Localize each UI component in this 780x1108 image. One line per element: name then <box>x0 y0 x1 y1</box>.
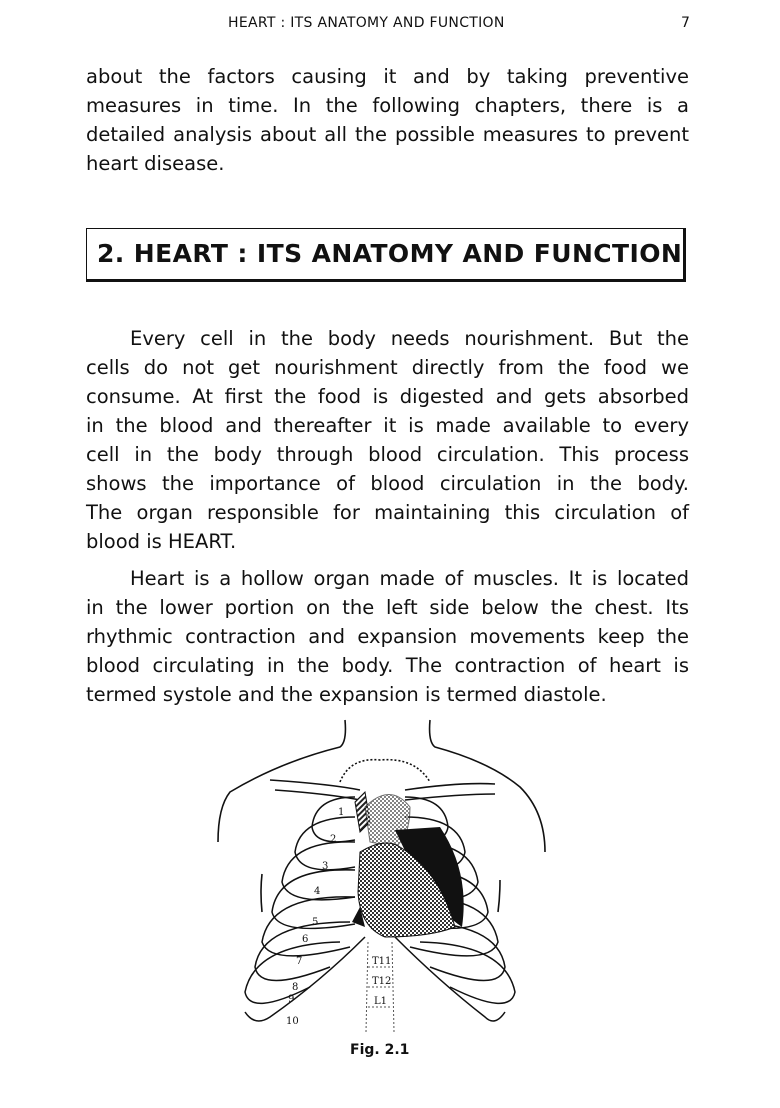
text-line: measures in time. In the following chapters, there is a <box>86 94 689 117</box>
rib-label: 7 <box>296 956 303 967</box>
text-line: heart disease. <box>86 152 225 175</box>
text-line: consume. At first the food is digested and gets absorbed <box>86 385 689 408</box>
text-line: termed systole and the expansion is termed diastole. <box>86 683 607 706</box>
vertebra-label: T11 <box>372 956 392 967</box>
rib-label: 5 <box>312 917 319 928</box>
text-line: Every cell in the body needs nourishment. But the <box>130 327 689 350</box>
rib-label: 8 <box>292 982 299 993</box>
text-line: in the lower portion on the left side below the chest. Its <box>86 596 689 619</box>
paragraph-2 <box>86 564 689 709</box>
rib-label: 1 <box>338 807 345 818</box>
text-line: cell in the body through blood circulation. This process <box>86 443 689 466</box>
paragraph-1 <box>86 324 689 556</box>
rib-label: 3 <box>322 861 329 872</box>
ribcage-heart-illustration <box>200 712 560 1037</box>
vertebra-label: L1 <box>374 996 388 1007</box>
rib-label: 4 <box>314 886 321 897</box>
text-line: detailed analysis about all the possible measures to prevent <box>86 123 689 146</box>
text-line: in the blood and thereafter it is made available to every <box>86 414 689 437</box>
text-line: shows the importance of blood circulation in the body. <box>86 472 689 495</box>
vertebra-labels <box>372 956 391 1007</box>
text-line: blood is HEART. <box>86 530 237 553</box>
chapter-heading-box <box>86 228 686 282</box>
text-line: cells do not get nourishment directly from the food we <box>86 356 689 379</box>
text-line: rhythmic contraction and expansion movements keep the <box>86 625 689 648</box>
intro-paragraph <box>86 62 689 178</box>
chapter-heading: 2. HEART : ITS ANATOMY AND FUNCTION <box>97 239 683 268</box>
rib-label: 9 <box>288 994 295 1005</box>
text-line: blood circulating in the body. The contraction of heart is <box>86 654 689 677</box>
running-title: HEART : ITS ANATOMY AND FUNCTION <box>228 15 505 31</box>
rib-label: 6 <box>302 934 309 945</box>
page-number: 7 <box>681 15 691 31</box>
text-line: about the factors causing it and by taking preventive <box>86 65 689 88</box>
text-line: Heart is a hollow organ made of muscles. It is located <box>130 567 689 590</box>
rib-label: 2 <box>330 834 337 845</box>
rib-label: 10 <box>286 1016 299 1027</box>
text-line: The organ responsible for maintaining this circulation of <box>86 501 689 524</box>
figure-caption: Fig. 2.1 <box>350 1042 410 1058</box>
vertebra-label: T12 <box>372 976 392 987</box>
